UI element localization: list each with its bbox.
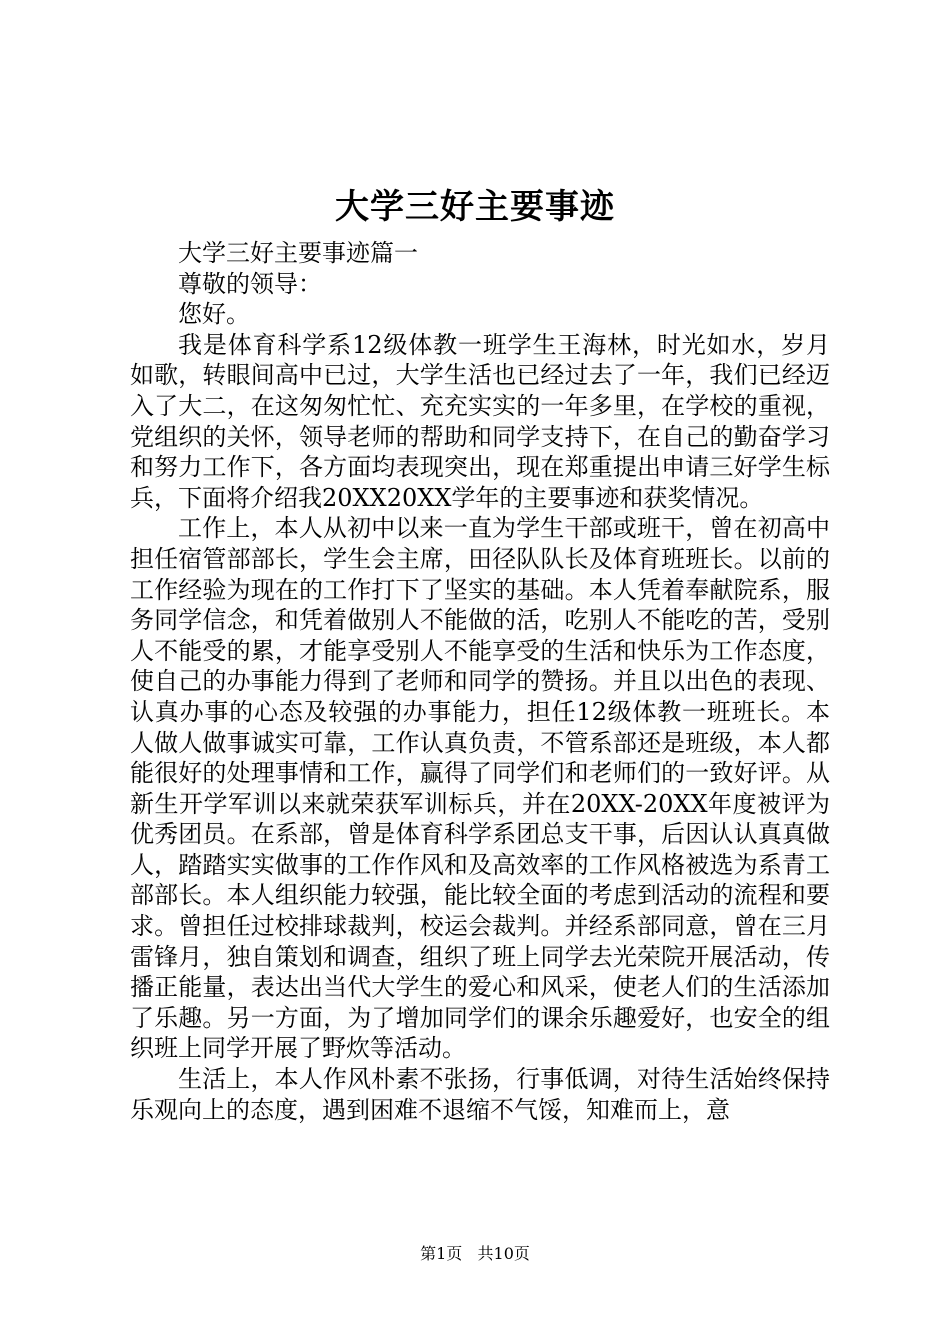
document-body [130,238,830,1125]
intro-paragraph: 我是体育科学系12级体教一班学生王海林，时光如水，岁月如歌，转眼间高中已过，大学生活也已经过去了一年，我们已经迈入了大二，在这匆匆忙忙、充充实实的一年多里，在学校的重视，党组织的关怀，领导老师的帮助和同学支持下，在自己的勤奋学习和努力工作下，各方面均表现突出，现在郑重提出申请三好学生标兵，下面将介绍我20XX20XX学年的主要事迹和获奖情况。 [130,330,830,512]
page-total: 共10页 [477,1244,530,1263]
page-number: 第1页 [420,1244,463,1263]
work-paragraph: 工作上，本人从初中以来一直为学生干部或班干，曾在初高中担任宿管部部长，学生会主席，田径队队长及体育班班长。以前的工作经验为现在的工作打下了坚实的基础。本人凭着奉献院系，服务同学信念，和凭着做别人不能做的活，吃别人不能吃的苦，受别人不能受的累，才能享受别人不能享受的生活和快乐为工作态度，使自己的办事能力得到了老师和同学的赞扬。并且以出色的表现、认真办事的心态及较强的办事能力，担任12级体教一班班长。本人做人做事诚实可靠，工作认真负责，不管系部还是班级，本人都能很好的处理事情和工作，赢得了同学们和老师们的一致好评。从新生开学军训以来就荣获军训标兵，并在20XX-20XX年度被评为优秀团员。在系部，曾是体育科学系团总支干事，后因认认真真做人，踏踏实实做事的工作作风和及高效率的工作风格被选为系青工部部长。本人组织能力较强，能比较全面的考虑到活动的流程和要求。曾担任过校排球裁判，校运会裁判。并经系部同意，曾在三月雷锋月，独自策划和调查，组织了班上同学去光荣院开展活动，传播正能量，表达出当代大学生的爱心和风采，使老人们的生活添加了乐趣。另一方面，为了增加同学们的课余乐趣爱好，也安全的组织班上同学开展了野炊等活动。 [130,514,830,1063]
page-title: 大学三好主要事迹 [335,187,615,227]
page-footer [0,1242,950,1266]
salutation-paragraph: 尊敬的领导： [178,269,322,298]
subtitle-paragraph: 大学三好主要事迹篇一 [178,239,418,267]
life-paragraph: 生活上，本人作风朴素不张扬，行事低调，对待生活始终保持乐观向上的态度，遇到困难不退缩不气馁，知难而上，意 [130,1065,830,1124]
greeting-paragraph: 您好。 [178,300,250,329]
